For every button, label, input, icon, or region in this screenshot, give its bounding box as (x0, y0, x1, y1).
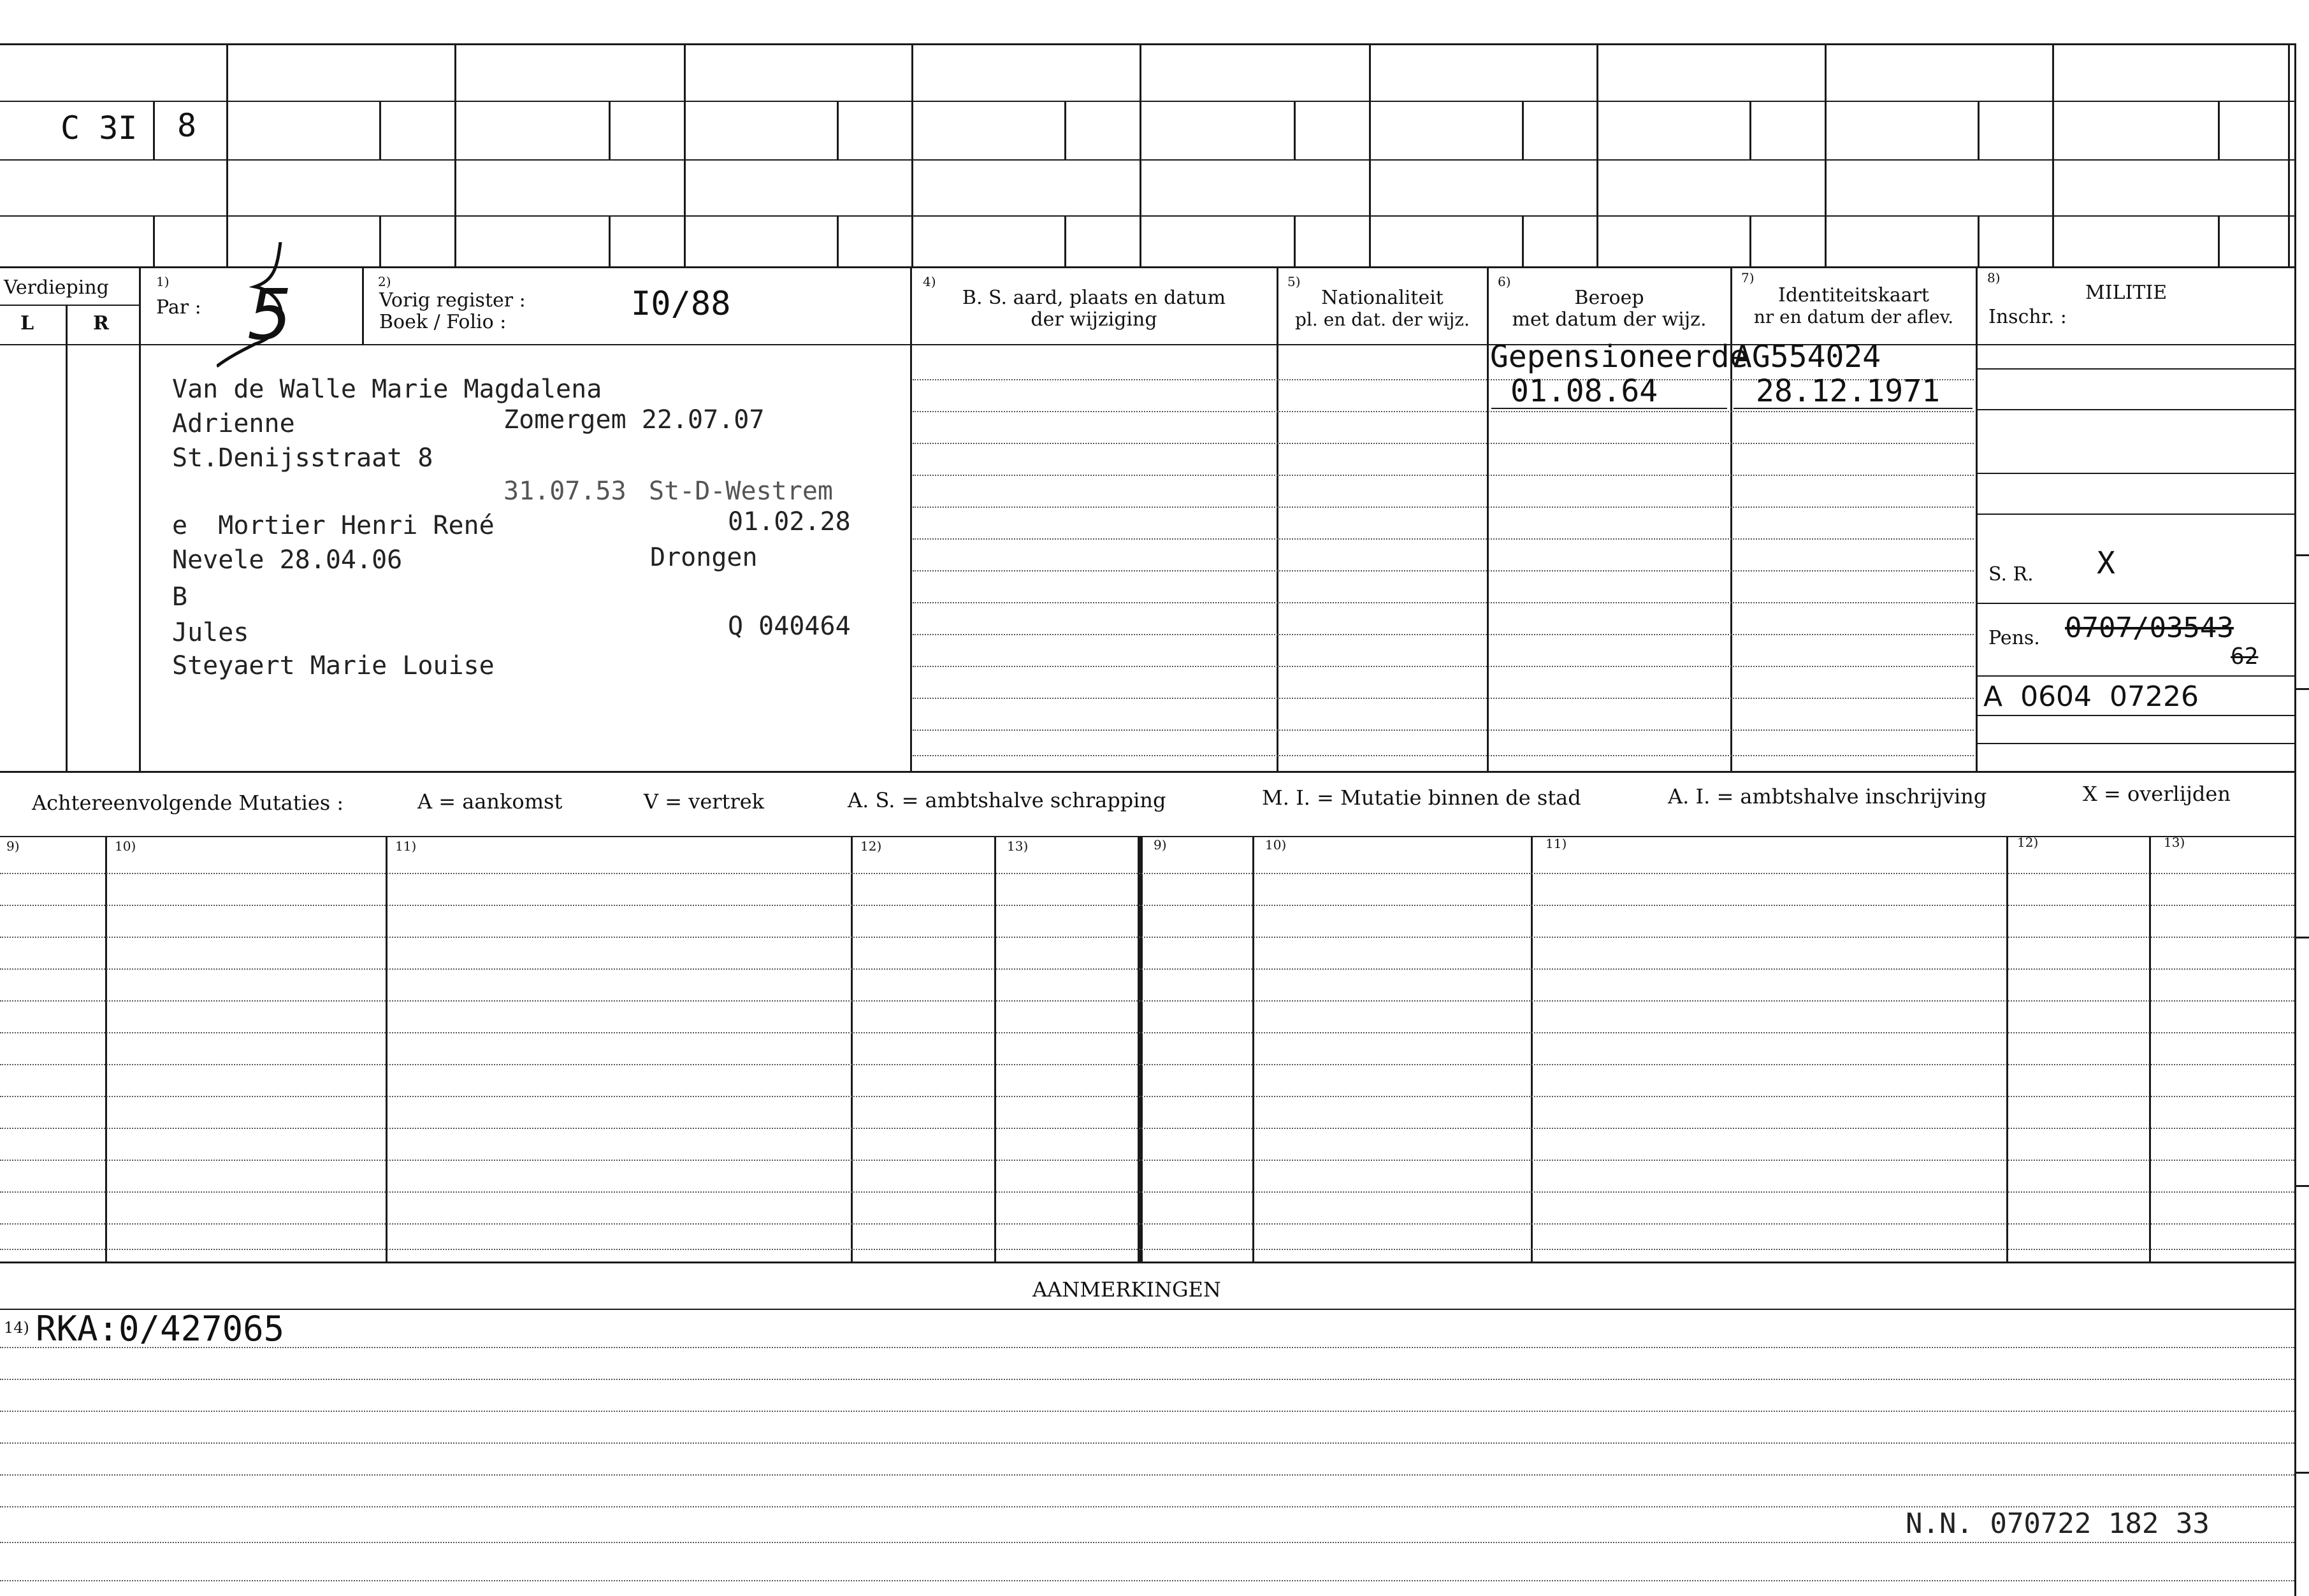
vorig-num: 2) (378, 274, 391, 289)
id-label-1: Identiteitskaart (1778, 284, 1929, 306)
id-date: 28.12.1971 (1756, 373, 1940, 409)
mut-ruled-line (0, 1191, 2294, 1193)
boek-label: Boek / Folio : (379, 311, 507, 333)
top-grid-minor (1749, 215, 1751, 266)
top-grid-minor (1978, 101, 1980, 159)
par-num: 1) (156, 274, 170, 289)
col-l-label: L (20, 312, 34, 334)
person-line6a: Nevele 28.04.06 (172, 545, 403, 575)
sr-value: X (2097, 545, 2115, 581)
person-line5a: e Mortier Henri René (172, 511, 495, 540)
aanm-ruled-line (0, 1379, 2294, 1380)
militie-row-line (1978, 473, 2294, 474)
mutatie-a: A = aankomst (417, 789, 563, 814)
verdieping-split (0, 305, 139, 306)
par-label: Par : (156, 296, 201, 319)
aanm-ruled-line (0, 1474, 2294, 1476)
top-grid-divider (1596, 43, 1598, 266)
id-label-2: nr en datum der aflev. (1753, 306, 1954, 327)
id-number: AG554024 (1734, 339, 1881, 375)
edge-tick (2294, 937, 2309, 938)
right-edge (2294, 43, 2296, 1596)
mutaties-bottom-line (0, 1262, 2294, 1263)
top-grid-divider (1140, 43, 1141, 266)
top-grid-minor (1749, 101, 1751, 159)
par-value: 5 (247, 274, 292, 356)
aanmerkingen-line (0, 1309, 2294, 1310)
top-border (0, 43, 2294, 45)
mil-label: MILITIE (2085, 282, 2168, 304)
mutatie-v: V = vertrek (644, 789, 765, 814)
militie-row-line (1978, 743, 2294, 744)
ruled-line (913, 634, 1974, 635)
mut-right-col-11: 11) (1545, 836, 1567, 851)
person-line9: Steyaert Marie Louise (172, 651, 495, 680)
header-bottom-border (139, 344, 2294, 345)
mut-left-col-11: 11) (395, 838, 417, 854)
top-grid-minor (153, 215, 155, 266)
ruled-line (913, 602, 1974, 603)
vl-bs-end (1277, 266, 1278, 771)
top-grid-minor (837, 215, 839, 266)
nn-value: N.N. 070722 182 33 (1906, 1507, 2210, 1540)
edge-tick (2294, 1185, 2309, 1187)
bs-num: 4) (923, 274, 936, 289)
aanm-ruled-line (0, 1542, 2294, 1543)
mut-right-col-9: 9) (1154, 837, 1167, 852)
pens-value: 0707/03543 (2065, 612, 2234, 644)
sr-label: S. R. (1988, 563, 2034, 586)
mut-ruled-line (0, 873, 2294, 874)
mut-col-divider (386, 836, 387, 1262)
top-grid-divider (911, 43, 913, 266)
aanm-ruled-line (0, 1411, 2294, 1412)
ruled-line (913, 411, 1974, 412)
top-grid-minor (153, 101, 155, 159)
mut-ruled-line (0, 1032, 2294, 1033)
ruled-line (913, 755, 1974, 756)
vl-par-end (362, 266, 364, 344)
inschr-label: Inschr. : (1988, 306, 2067, 328)
militie-row-line (1978, 603, 2294, 604)
top-grid-divider (226, 43, 228, 266)
mut-ruled-line (0, 1096, 2294, 1097)
top-grid-minor (1064, 215, 1066, 266)
ruled-line (913, 538, 1974, 540)
person-line4a: 31.07.53 (503, 477, 626, 506)
aanm-ruled-line (0, 1580, 2294, 1581)
aanmerkingen-num: 14) (4, 1319, 29, 1337)
vl-verdieping-end (139, 266, 141, 771)
person-line2a: Adrienne (172, 409, 295, 438)
mut-col-divider (2149, 836, 2151, 1262)
mil-num: 8) (1987, 270, 2001, 285)
vorig-value: I0/88 (631, 285, 731, 323)
militie-row-line (1978, 368, 2294, 370)
par-signature-icon (217, 242, 306, 370)
bs-label-2: der wijziging (1031, 308, 1157, 331)
bs-label-1: B. S. aard, plaats en datum (962, 287, 1226, 309)
person-line6b: Drongen (650, 543, 758, 572)
mut-col-divider (105, 836, 107, 1262)
mut-col-divider (2006, 836, 2008, 1262)
top-grid-minor (609, 101, 611, 159)
top-grid-minor (1978, 215, 1980, 266)
nat-num: 5) (1287, 274, 1301, 289)
person-line8b: Q 040464 (728, 612, 851, 641)
mutaties-top-line (0, 836, 2294, 837)
person-line4b: St-D-Westrem (649, 477, 833, 506)
mut-right-col-10: 10) (1265, 837, 1287, 852)
nat-label-1: Nationaliteit (1321, 287, 1444, 309)
beroep-date: 01.08.64 (1510, 373, 1658, 409)
person-line3: St.Denijsstraat 8 (172, 443, 433, 473)
mut-ruled-line (0, 1223, 2294, 1225)
person-section-bottom (0, 771, 2294, 773)
beroep-label-1: Beroep (1574, 287, 1644, 309)
top-grid-minor (379, 215, 381, 266)
ruled-line (913, 443, 1974, 444)
ruled-line (913, 666, 1974, 667)
mutaties-title: Achtereenvolgende Mutaties : (32, 791, 344, 815)
top-grid-minor (2218, 215, 2220, 266)
mutatie-x: X = overlijden (2083, 782, 2231, 806)
militie-row-line (1978, 514, 2294, 515)
person-line8a: Jules (172, 618, 249, 647)
mut-ruled-line (0, 905, 2294, 906)
top-grid-divider (684, 43, 686, 266)
top-grid-line (0, 159, 2294, 161)
verdieping-label: Verdieping (4, 277, 109, 299)
top-grid-minor (1522, 215, 1524, 266)
edge-tick (2294, 688, 2309, 690)
mut-col-divider (851, 836, 853, 1262)
top-grid-minor (1522, 101, 1524, 159)
header-top-border (0, 266, 2294, 268)
ruled-line (913, 475, 1974, 476)
id-underline (1734, 408, 1972, 409)
ruled-line (913, 507, 1974, 508)
top-grid-line (0, 101, 2294, 102)
vl-person-end (910, 266, 912, 771)
ruled-line (913, 698, 1974, 699)
militie-row-line (1978, 675, 2294, 677)
mutatie-mi: M. I. = Mutatie binnen de stad (1262, 786, 1581, 810)
beroep-underline (1491, 408, 1727, 409)
top-grid-divider (2052, 43, 2054, 266)
mut-left-col-9: 9) (6, 838, 20, 854)
pens-label: Pens. (1988, 627, 2040, 649)
mut-ruled-line (0, 937, 2294, 938)
top-grid-divider (1825, 43, 1827, 266)
beroep-label-2: met datum der wijz. (1512, 308, 1707, 331)
top-grid-minor (1064, 101, 1066, 159)
code-b: 8 (177, 107, 197, 144)
top-grid-minor (379, 101, 381, 159)
top-grid-divider (2288, 43, 2290, 266)
mut-ruled-line (0, 1128, 2294, 1129)
militie-row-line (1978, 409, 2294, 410)
code-a: C 3I (61, 110, 138, 147)
aanmerkingen-title: AANMERKINGEN (1032, 1277, 1221, 1302)
mut-left-col-10: 10) (115, 838, 136, 854)
mut-right-col-13: 13) (2164, 835, 2185, 850)
top-grid-minor (1294, 215, 1296, 266)
edge-tick (2294, 1472, 2309, 1474)
ruled-line (913, 570, 1974, 572)
mut-ruled-line (0, 1160, 2294, 1161)
top-grid-minor (609, 215, 611, 266)
aanm-ruled-line (0, 1442, 2294, 1444)
col-r-label: R (93, 312, 109, 334)
person-line5b: 01.02.28 (728, 507, 851, 536)
aanm-ruled-line (0, 1347, 2294, 1348)
top-grid-minor (2218, 101, 2220, 159)
mut-ruled-line (0, 1000, 2294, 1002)
id-num: 7) (1741, 270, 1755, 285)
militie-row-line (1978, 715, 2294, 716)
vorig-label: Vorig register : (379, 289, 526, 312)
edge-tick (2294, 554, 2309, 556)
mut-col-divider (1138, 836, 1143, 1262)
mut-ruled-line (0, 968, 2294, 970)
top-grid-minor (837, 101, 839, 159)
mut-col-divider (1252, 836, 1254, 1262)
rka-value: RKA:0/427065 (36, 1309, 285, 1349)
beroep-value: Gepensioneerde (1490, 339, 1748, 375)
mut-ruled-line (0, 1064, 2294, 1065)
militie-a-value: A 0604 07226 (1983, 680, 2199, 713)
mut-ruled-line (0, 1249, 2294, 1250)
top-grid-line (0, 215, 2294, 217)
person-line2b: Zomergem 22.07.07 (503, 405, 765, 435)
top-grid-divider (1369, 43, 1371, 266)
top-grid-divider (454, 43, 456, 266)
nat-label-2: pl. en dat. der wijz. (1295, 309, 1470, 330)
top-grid-minor (1294, 101, 1296, 159)
beroep-num: 6) (1498, 274, 1511, 289)
header-bottom-border-left (0, 344, 139, 345)
mutatie-as: A. S. = ambtshalve schrapping (848, 788, 1166, 812)
person-line1: Van de Walle Marie Magdalena (172, 375, 602, 404)
mut-col-divider (994, 836, 996, 1262)
vl-id-end (1976, 266, 1978, 771)
pens-sub: 62 (2231, 643, 2259, 670)
vl-verdieping-lr (66, 305, 68, 771)
mut-col-divider (1531, 836, 1533, 1262)
mutatie-ai: A. I. = ambtshalve inschrijving (1668, 784, 1987, 809)
mut-left-col-12: 12) (860, 838, 882, 854)
mut-left-col-13: 13) (1007, 838, 1029, 854)
person-line7: B (172, 582, 188, 612)
vl-nat-end (1487, 266, 1489, 771)
mut-right-col-12: 12) (2017, 835, 2039, 850)
ruled-line (913, 730, 1974, 731)
